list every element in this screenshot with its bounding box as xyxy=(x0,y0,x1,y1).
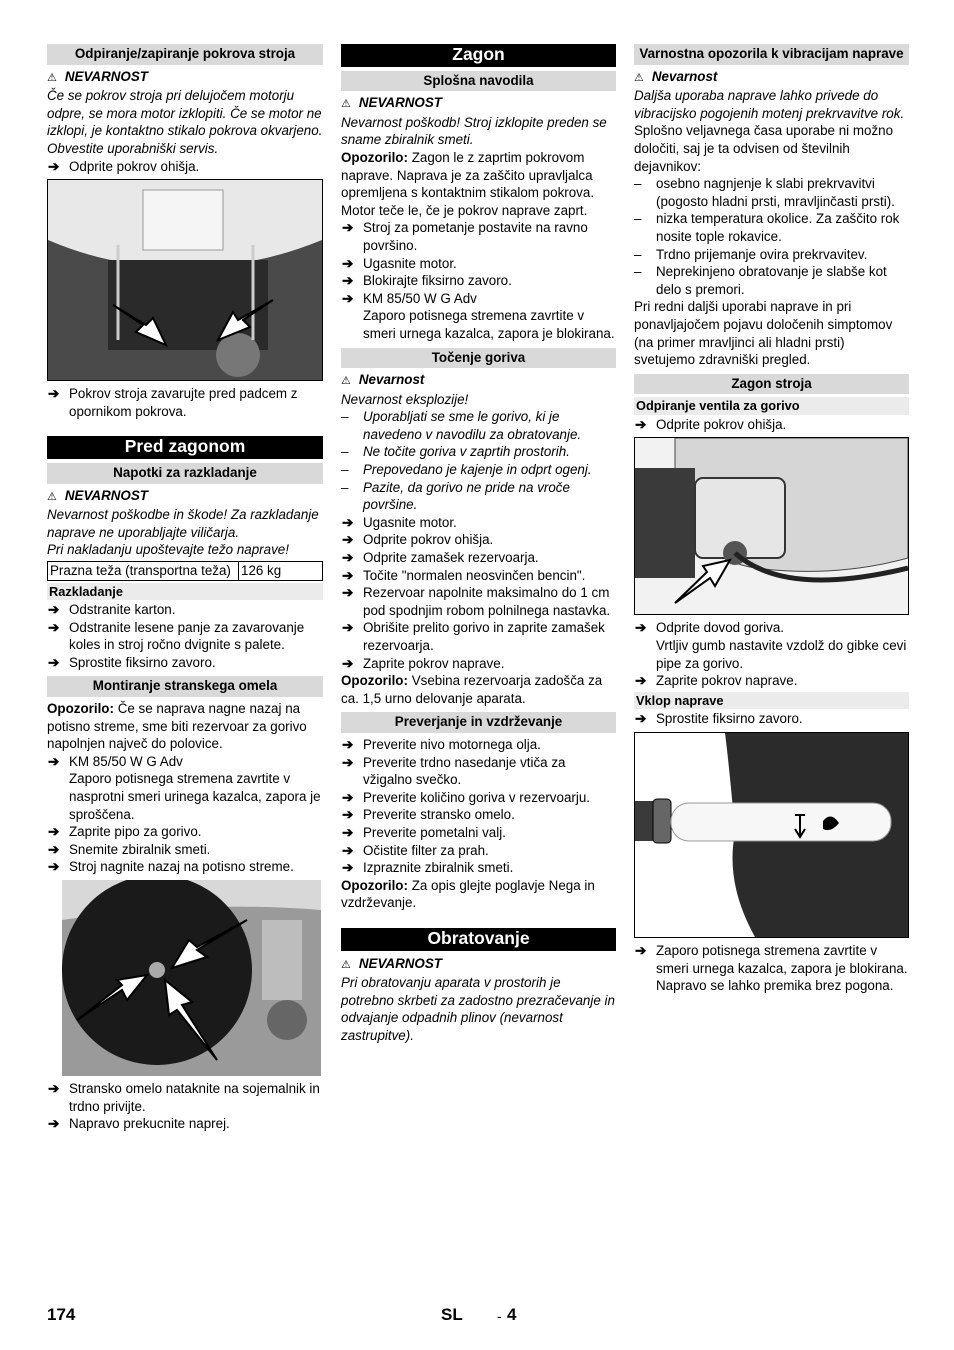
heading-refuel: Točenje goriva xyxy=(341,348,616,369)
warning-label: ⚠ NEVARNOST xyxy=(341,955,442,971)
page-number: 174 xyxy=(47,1305,76,1324)
step: ➔ KM 85/50 W G Adv xyxy=(47,753,323,771)
warning-text: Pri obratovanju aparata v prostorih je potrebno skrbeti za zadostno prezračevanje in odvajanje odpadnih plinov (nevarnost zastrupitve). xyxy=(341,975,615,1043)
heading-fuel-valve: Odpiranje ventila za gorivo xyxy=(634,397,909,415)
dash-item: – Neprekinjeno obratovanje je slabše kot delo s premori. xyxy=(634,263,909,298)
step: ➔ Sprostite fiksirno zavoro. xyxy=(634,710,909,728)
weight-table xyxy=(47,561,323,581)
warning-text: Nevarnost poškodbe in škode! Za razkladanje naprave ne uporabljajte viličarja. xyxy=(47,507,319,540)
step: ➔ Odstranite lesene panje za zavarovanje koles in stroj ročno dvignite s palete. xyxy=(47,619,323,654)
step: ➔ Odstranite karton. xyxy=(47,601,323,619)
warning-label: ⚠ NEVARNOST xyxy=(47,487,148,503)
column-1 xyxy=(47,44,323,1133)
step: ➔ Ugasnite motor. xyxy=(341,255,616,273)
paragraph: Splošno veljavnega časa uporabe ni možno določiti, saj je ta odvisen od številnih dejavnikov: xyxy=(634,123,894,174)
step: ➔ Preverite stransko omelo. xyxy=(341,806,616,824)
warning-label: ⚠ NEVARNOST xyxy=(47,68,148,84)
step: ➔ Zaprite pipo za gorivo. xyxy=(47,823,323,841)
note: Opozorilo: Za opis glejte poglavje Nega in vzdrževanje. xyxy=(341,877,595,911)
step: ➔ Snemite zbiralnik smeti. xyxy=(47,841,323,859)
warning-icon: ⚠ xyxy=(341,375,351,388)
warning-text: Nevarnost eksplozije! xyxy=(341,391,469,407)
hood-illustration xyxy=(48,180,322,380)
step: ➔ Odprite pokrov ohišja. xyxy=(47,158,323,176)
warning-label: ⚠ Nevarnost xyxy=(341,372,425,388)
dash-item: – Trdno prijemanje ovira prekrvavitev. xyxy=(634,246,909,264)
step: ➔ Preverite pometalni valj. xyxy=(341,824,616,842)
step: ➔ Izpraznite zbiralnik smeti. xyxy=(341,859,616,877)
note: Opozorilo: Če se naprava nagne nazaj na potisno streme, sme biti rezervoar za gorivo napolnjen največ do polovice. xyxy=(47,701,307,752)
step: ➔ Zaporo potisnega stremena zavrtite v smeri urnega kazalca, zapora je blokirana. xyxy=(634,942,909,977)
step: ➔ Točite "normalen neosvinčen bencin". xyxy=(341,567,616,585)
step: ➔ Odprite pokrov ohišja. xyxy=(634,416,909,434)
heading-before-start: Pred zagonom xyxy=(47,436,323,459)
note: Opozorilo: Zagon le z zaprtim pokrovom naprave. Naprava je za zaščito upravljalca opremljena s kontaktnim stikalom pokrova. Motor teče le, če je pokrov naprave zaprt. xyxy=(341,149,595,218)
heading-operation: Obratovanje xyxy=(341,928,616,951)
step: ➔ Stroj za pometanje postavite na ravno površino. xyxy=(341,219,616,254)
dash-item: – Pazite, da gorivo ne pride na vroče površine. xyxy=(341,479,616,514)
step: ➔ Pokrov stroja zavarujte pred padcem z opornikom pokrova. xyxy=(47,385,323,420)
heading-start: Zagon xyxy=(341,44,616,67)
image-open-hood xyxy=(47,179,323,381)
push-handle-illustration xyxy=(635,733,908,937)
heading-unloading-notes: Napotki za razkladanje xyxy=(47,463,323,484)
step: ➔ Stransko omelo nataknite na sojemalnik in trdno privijte. xyxy=(47,1080,323,1115)
warning-icon: ⚠ xyxy=(47,71,57,84)
dash-item: – nizka temperatura okolice. Za zaščito rok nosite tople rokavice. xyxy=(634,210,909,245)
step: ➔ Obrišite prelito gorivo in zaprite zamašek rezervoarja. xyxy=(341,619,616,654)
dash-item: – osebno nagnjenje k slabi prekrvavitvi (pogosto hladni prsti, mravljinčasti prsti). xyxy=(634,175,909,210)
dash-item: – Ne točite goriva v zaprtih prostorih. xyxy=(341,443,616,461)
step: ➔ Očistite filter za prah. xyxy=(341,842,616,860)
warning-text: Nevarnost poškodb! Stroj izklopite preden se sname zbiralnik smeti. xyxy=(341,114,607,148)
weight-value: 126 kg xyxy=(239,561,323,580)
step: ➔ Preverite količino goriva v rezervoarju. xyxy=(341,789,616,807)
paragraph: Pri redni daljši uporabi naprave in pri ponavljajočem pojavu določenih simptomov (na primer mravljinci ali hladni prsti) svetujemo zdravniški pregled. xyxy=(634,299,893,368)
step-detail: Zaporo potisnega stremena zavrtite v nasprotni smeri urinega kazalca, zapora je sproščena. xyxy=(69,771,321,822)
step: ➔ Odprite dovod goriva. xyxy=(634,619,909,637)
warning-icon: ⚠ xyxy=(341,98,351,111)
image-side-brush xyxy=(47,880,323,1076)
step: ➔ Blokirajte fiksirno zavoro. xyxy=(341,272,616,290)
heading-switch-on: Vklop naprave xyxy=(634,692,909,710)
heading-machine-start: Zagon stroja xyxy=(634,374,909,395)
heading-vibration: Varnostna opozorila k vibracijam naprave xyxy=(634,44,909,65)
language-code: SL xyxy=(441,1305,463,1324)
heading-open-close-hood: Odpiranje/zapiranje pokrova stroja xyxy=(47,44,323,65)
step-detail: Zaporo potisnega stremena zavrtite v smeri urnega kazalca, zapora je blokirana. xyxy=(363,308,615,341)
heading-side-brush: Montiranje stranskega omela xyxy=(47,676,323,697)
weight-label: Prazna teža (transportna teža) xyxy=(48,561,239,580)
step: ➔ Rezervoar napolnite maksimalno do 1 cm pod spodnjim robom polnilnega nastavka. xyxy=(341,584,616,619)
section-number: 4 xyxy=(507,1305,517,1324)
step: ➔ Sprostite fiksirno zavoro. xyxy=(47,654,323,672)
step: ➔ Stroj nagnite nazaj na potisno streme. xyxy=(47,858,323,876)
warning-label: ⚠ Nevarnost xyxy=(634,68,718,84)
fuel-valve-illustration xyxy=(635,438,908,614)
step: ➔ KM 85/50 W G Adv xyxy=(341,290,616,308)
column-2 xyxy=(341,44,616,1044)
heading-unloading: Razkladanje xyxy=(47,583,323,601)
image-fuel-valve xyxy=(634,437,909,615)
step-detail: Napravo se lahko premika brez pogona. xyxy=(656,978,894,994)
dash-item: – Prepovedano je kajenje in odprt ogenj. xyxy=(341,461,616,479)
heading-general: Splošna navodila xyxy=(341,71,616,92)
warning-text: Daljša uporaba naprave lahko privede do vibracijsko pogojenih motenj prekrvavitve rok. xyxy=(634,88,905,121)
dash-item: – Uporabljati se sme le gorivo, ki je navedeno v navodilu za obratovanje. xyxy=(341,408,616,443)
warning-label: ⚠ NEVARNOST xyxy=(341,95,442,111)
image-push-handle xyxy=(634,732,909,938)
warning-icon: ⚠ xyxy=(47,490,57,503)
step: ➔ Zaprite pokrov naprave. xyxy=(634,672,909,690)
step: ➔ Preverite nivo motornega olja. xyxy=(341,736,616,754)
step: ➔ Napravo prekucnite naprej. xyxy=(47,1115,323,1133)
brush-illustration xyxy=(47,880,321,1076)
warning-text: Če se pokrov stroja pri delujočem motorju odpre, se mora motor izklopiti. Če se motor ne izklopi, je kontaktno stikalo pokrova okvarjeno. Obvestite uporabniški servis. xyxy=(47,88,323,156)
footer-dash: - xyxy=(497,1308,502,1324)
step: ➔ Zaprite pokrov naprave. xyxy=(341,655,616,673)
step: ➔ Ugasnite motor. xyxy=(341,514,616,532)
warning-icon: ⚠ xyxy=(341,958,351,971)
note: Opozorilo: Vsebina rezervoarja zadošča za ca. 1,5 urno delovanje aparata. xyxy=(341,673,603,706)
step: ➔ Odprite zamašek rezervoarja. xyxy=(341,549,616,567)
step-detail: Vrtljiv gumb nastavite vzdolž do gibke cevi pipe za gorivo. xyxy=(656,638,907,671)
step: ➔ Preverite trdno nasedanje vtiča za vžigalno svečko. xyxy=(341,754,616,789)
step: ➔ Odprite pokrov ohišja. xyxy=(341,531,616,549)
warning-icon: ⚠ xyxy=(634,71,644,84)
warning-text: Pri nakladanju upoštevajte težo naprave! xyxy=(47,542,289,558)
column-3 xyxy=(634,44,909,995)
heading-check-maintenance: Preverjanje in vzdrževanje xyxy=(341,712,616,733)
